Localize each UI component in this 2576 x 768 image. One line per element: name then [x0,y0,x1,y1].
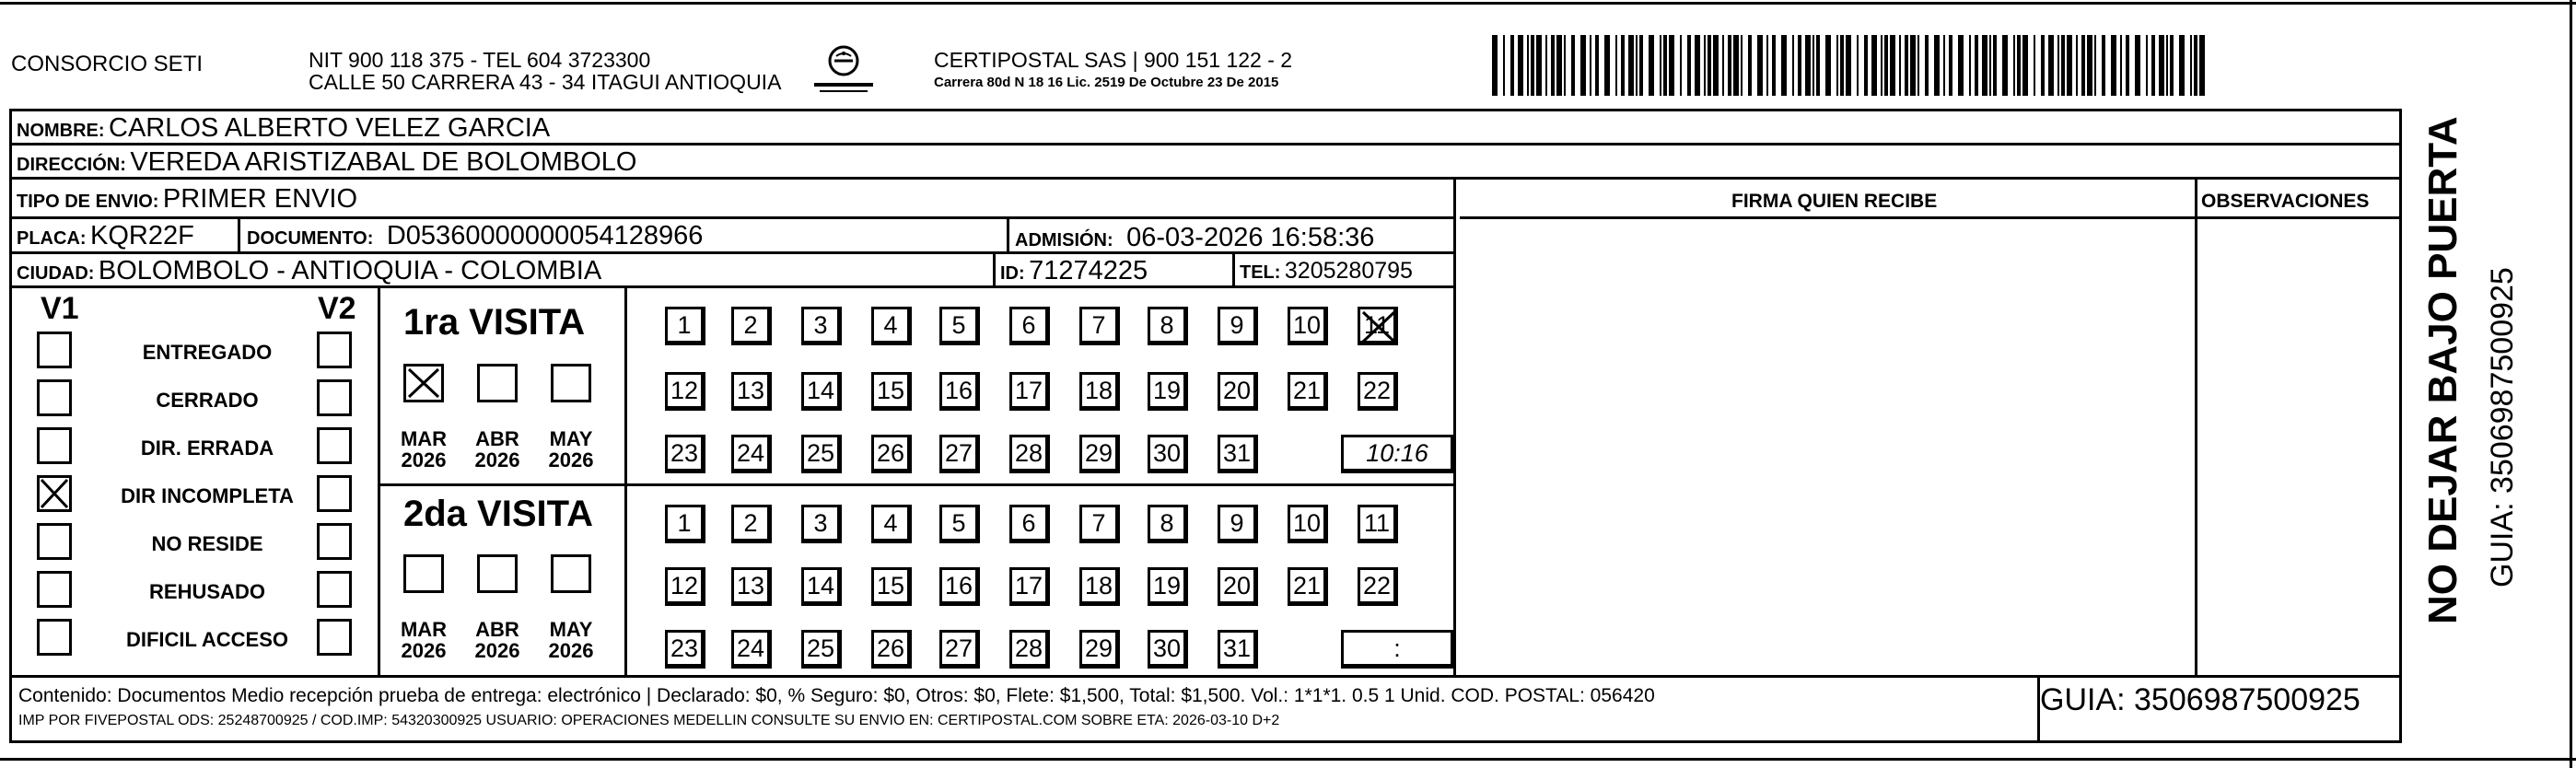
month-label [470,619,525,661]
barcode-bar [2067,35,2072,96]
barcode-bar [1564,35,1566,96]
barcode-bar [1669,35,1674,96]
barcode-bar [1958,35,1964,96]
time-box[interactable] [1341,435,1455,473]
barcode-bar [1545,35,1547,96]
footer-print-info: IMP POR FIVEPOSTAL ODS: 25248700925 / COD.IMP: 54320300925 USUARIO: OPERACIONES MEDELLIN CONSULTE SU ENVIO EN: CERTIPOSTAL.COM SOBRE ETA: 2026-03-10 D+2 [18,713,1280,728]
status-label: CERRADO [156,389,259,412]
barcode-bar [1615,35,1617,96]
tipo-label: TIPO DE ENVIO: [17,192,159,212]
barcode-bar [1813,35,1814,96]
day-box[interactable]: 16 [939,567,980,606]
status-label: DIR. ERRADA [140,436,274,460]
barcode-bar [1881,35,1882,96]
day-box[interactable]: 30 [1148,435,1188,473]
barcode-bar [1649,35,1654,96]
v1-checkbox[interactable] [37,619,72,656]
barcode-bar [1816,35,1820,96]
barcode-bar [2094,35,2096,96]
id-row [1000,258,1148,285]
day-box[interactable]: 31 [1218,630,1258,669]
tel-row [1240,260,1413,283]
barcode-bar [1757,35,1763,96]
v2-checkbox[interactable] [317,427,352,464]
day-box[interactable]: 26 [871,435,912,473]
day-box[interactable] [1358,307,1398,345]
barcode-bar [1510,35,1514,96]
v1-checkbox[interactable] [37,571,72,608]
v1-checkbox[interactable] [37,523,72,560]
day-box[interactable]: 23 [665,435,705,473]
v2-checkbox[interactable] [317,523,352,560]
day-box[interactable]: 6 [1009,505,1050,543]
barcode-bar [1628,35,1634,96]
day-box[interactable]: 10 [1288,505,1328,543]
nombre-value: CARLOS ALBERTO VELEZ GARCIA [109,113,551,143]
barcode-bar [2151,35,2155,96]
status-label: DIR INCOMPLETA [121,484,294,507]
status-label: ENTREGADO [142,341,273,364]
day-box[interactable]: 27 [939,435,980,473]
barcode-bar [1792,35,1794,96]
barcode-bar [1748,35,1752,96]
documento-label: DOCUMENTO: [247,228,374,249]
month-year: 2026 [474,448,520,472]
tipo-value: PRIMER ENVIO [162,184,358,214]
barcode-bar [2034,35,2035,96]
admision-label: ADMISIÓN: [1015,230,1113,250]
barcode-bar [1846,35,1851,96]
barcode-bar [2057,35,2059,96]
barcode-bar [1728,35,1731,96]
barcode-bar [1695,35,1700,96]
barcode-bar [2022,35,2028,96]
day-box[interactable]: 2 [731,505,772,543]
day-box[interactable]: 8 [1148,505,1188,543]
day-box[interactable]: 13 [731,567,772,606]
day-box[interactable]: 15 [871,372,912,411]
v2-checkbox[interactable] [317,571,352,608]
day-box[interactable]: 13 [731,372,772,411]
barcode-bar [1905,35,1908,96]
direccion-value: VEREDA ARISTIZABAL DE BOLOMBOLO [130,147,637,177]
barcode-bar [1805,35,1811,96]
day-box[interactable]: 21 [1288,372,1328,411]
id-value: 71274225 [1029,256,1148,285]
barcode-bar [1766,35,1768,96]
month-checkbox[interactable] [403,554,444,593]
day-box[interactable]: 3 [801,307,842,345]
barcode [1492,35,2220,96]
barcode-bar [1722,35,1724,96]
company-name: CONSORCIO SETI [11,52,204,76]
month-label [396,428,451,471]
day-box[interactable]: 31 [1218,435,1258,473]
day-box[interactable]: 24 [731,435,772,473]
side-guia: GUIA: 3506987500925 [2485,267,2520,588]
day-box[interactable]: 10 [1288,307,1328,345]
v2-checkbox[interactable] [317,332,352,368]
barcode-bar [1975,35,1978,96]
day-box[interactable]: 29 [1079,435,1120,473]
day-box[interactable]: 18 [1079,372,1120,411]
barcode-bar [1621,35,1625,96]
barcode-bar [1680,35,1682,96]
month-checkbox[interactable] [477,364,518,402]
direccion-label: DIRECCIÓN: [17,155,126,175]
admision-value: 06-03-2026 16:58:36 [1126,223,1375,252]
barcode-bar [2120,35,2122,96]
status-label: NO RESIDE [151,532,263,555]
month-name: ABR [475,427,519,450]
month-year: 2026 [548,448,594,472]
day-box[interactable]: 3 [801,505,842,543]
time-box[interactable] [1341,630,1455,669]
barcode-bar [1982,35,1987,96]
day-box[interactable]: 30 [1148,630,1188,669]
status-label: DIFICIL ACCESO [125,628,288,651]
day-box[interactable]: 9 [1218,307,1258,345]
barcode-bar [2017,35,2021,96]
barcode-bar [1551,35,1555,96]
barcode-bar [1857,35,1859,96]
day-box[interactable]: 24 [731,630,772,669]
barcode-bar [1639,35,1643,96]
barcode-bar [1934,35,1940,96]
day-box[interactable]: 20 [1218,372,1258,411]
barcode-bar [1580,35,1586,96]
guia-number: GUIA: 3506987500925 [2040,682,2360,717]
barcode-bar [1871,35,1877,96]
month-name: MAR [400,618,448,641]
direccion-row [17,149,636,176]
first-visit-title: 1ra VISITA [403,302,586,343]
barcode-bar [2159,35,2164,96]
barcode-bar [1571,35,1575,96]
barcode-bar [2076,35,2078,96]
barcode-bar [1531,35,1534,96]
company-address: CALLE 50 CARRERA 43 - 34 ITAGUI ANTIOQUIA [309,70,782,94]
barcode-bar [1556,35,1562,96]
day-box[interactable]: 20 [1218,567,1258,606]
barcode-bar [1518,35,1523,96]
v1-header: V1 [41,291,79,326]
tel-value: 3205280795 [1284,258,1413,284]
barcode-bar [1708,35,1711,96]
nombre-label: NOMBRE: [17,121,105,141]
barcode-bar [2102,35,2105,96]
documento-value: D05360000000054128966 [386,221,704,250]
day-box[interactable]: 4 [871,307,912,345]
day-number: 11 [1363,310,1391,339]
barcode-bar [2087,35,2092,96]
barcode-bar [1741,35,1743,96]
tel-label: TEL: [1240,262,1281,283]
form-frame [9,109,2402,743]
month-label [396,619,451,661]
month-label [543,428,599,471]
top-border [0,2,2576,5]
barcode-bar [1772,35,1776,96]
v1-checkbox[interactable] [37,427,72,464]
barcode-bar [1864,35,1868,96]
day-box[interactable]: 8 [1148,307,1188,345]
v2-checkbox[interactable] [317,379,352,416]
barcode-bar [1949,35,1952,96]
admision-row [1015,225,1374,251]
barcode-bar [1660,35,1661,96]
month-name: ABR [475,618,519,641]
bottom-border [0,758,2576,761]
barcode-bar [1527,35,1529,96]
certipostal-logo-icon [810,42,893,98]
month-name: MAR [400,427,448,450]
month-checkbox[interactable] [551,364,591,402]
barcode-bar [1899,35,1901,96]
barcode-bar [1503,35,1505,96]
day-box[interactable]: 18 [1079,567,1120,606]
barcode-bar [1925,35,1929,96]
barcode-bar [1884,35,1888,96]
day-box[interactable]: 1 [665,307,705,345]
day-box[interactable]: 15 [871,567,912,606]
ciudad-label: CIUDAD: [17,263,95,284]
barcode-bar [1989,35,1991,96]
barcode-bar [2170,35,2174,96]
second-visit-title: 2da VISITA [403,494,593,534]
placa-label: PLACA: [17,228,87,249]
day-box[interactable]: 2 [731,307,772,345]
side-notice: NO DEJAR BAJO PUERTA [2420,116,2465,624]
barcode-bar [1595,35,1599,96]
status-label: REHUSADO [149,580,265,603]
barcode-bar [2126,35,2129,96]
side-panel [2404,109,2570,743]
month-year: 2026 [401,448,447,472]
ciudad-value: BOLOMBOLO - ANTIOQUIA - COLOMBIA [98,256,602,285]
barcode-bar [2190,35,2192,96]
barcode-bar [2002,35,2008,96]
v1-checkbox[interactable] [37,475,72,512]
first-visit-time: 10:16 [1366,438,1428,467]
barcode-bar [1917,35,1919,96]
nombre-row [17,115,550,142]
day-box[interactable]: 11 [1358,505,1398,543]
day-box[interactable]: 17 [1009,372,1050,411]
barcode-bar [2199,35,2205,96]
month-checkbox[interactable] [551,554,591,593]
month-year: 2026 [548,639,594,663]
day-box[interactable]: 28 [1009,630,1050,669]
barcode-bar [1590,35,1591,96]
day-box[interactable]: 28 [1009,435,1050,473]
month-checkbox[interactable] [477,554,518,593]
day-box[interactable]: 25 [801,630,842,669]
barcode-bar [1993,35,1997,96]
month-checkbox[interactable] [403,364,444,402]
month-label [543,619,599,661]
barcode-bar [1825,35,1831,96]
barcode-bar [1840,35,1844,96]
barcode-bar [1969,35,1971,96]
second-visit-time: : [1393,634,1401,662]
v2-header: V2 [318,291,356,326]
month-year: 2026 [401,639,447,663]
v2-checkbox[interactable] [317,475,352,512]
barcode-bar [2146,35,2148,96]
day-box[interactable]: 21 [1288,567,1328,606]
barcode-bar [2194,35,2197,96]
v1-checkbox[interactable] [37,332,72,368]
day-box[interactable]: 9 [1218,505,1258,543]
barcode-bar [1687,35,1691,96]
day-box[interactable]: 14 [801,567,842,606]
ciudad-row [17,258,601,285]
day-box[interactable]: 1 [665,505,705,543]
barcode-bar [2166,35,2168,96]
tipo-row [17,186,357,213]
v2-checkbox[interactable] [317,619,352,656]
day-box[interactable]: 29 [1079,630,1120,669]
day-box[interactable]: 22 [1358,567,1398,606]
barcode-bar [1781,35,1787,96]
day-box[interactable]: 26 [871,630,912,669]
day-box[interactable]: 5 [939,505,980,543]
barcode-bar [1492,35,1498,96]
day-box[interactable]: 27 [939,630,980,669]
barcode-bar [1733,35,1739,96]
placa-value: KQR22F [90,221,194,250]
company-nit-tel: NIT 900 118 375 - TEL 604 3723300 [309,48,651,72]
v1-checkbox[interactable] [37,379,72,416]
day-box[interactable]: 12 [665,567,705,606]
courier-license: Carrera 80d N 18 16 Lic. 2519 De Octubre 23 De 2015 [934,75,1279,90]
day-box[interactable]: 6 [1009,307,1050,345]
right-border [2570,0,2572,768]
month-year: 2026 [474,639,520,663]
barcode-bar [2179,35,2185,96]
barcode-bar [1636,35,1638,96]
day-box[interactable]: 23 [665,630,705,669]
barcode-bar [1713,35,1719,96]
barcode-bar [1836,35,1838,96]
day-box[interactable]: 17 [1009,567,1050,606]
barcode-bar [2048,35,2054,96]
barcode-bar [1890,35,1895,96]
documento-row [247,223,703,250]
barcode-bar [1704,35,1706,96]
day-box[interactable]: 14 [801,372,842,411]
day-box[interactable]: 25 [801,435,842,473]
day-box[interactable]: 4 [871,505,912,543]
day-box[interactable]: 22 [1358,372,1398,411]
month-name: MAY [549,618,593,641]
barcode-bar [2111,35,2116,96]
barcode-bar [1663,35,1667,96]
day-box[interactable]: 19 [1148,372,1188,411]
barcode-bar [1604,35,1610,96]
barcode-bar [2061,35,2065,96]
barcode-bar [1910,35,1916,96]
barcode-bar [2081,35,2085,96]
day-box[interactable]: 5 [939,307,980,345]
footer-content: Contenido: Documentos Medio recepción prueba de entrega: electrónico | Declarado: $0, % Seguro: $0, Otros: $0, Flete: $1,500, Total: $1,500. Vol.: 1*1*1. 0.5 1 Unid. COD. POSTAL: 056420 [18,685,1655,706]
day-box[interactable]: 19 [1148,567,1188,606]
barcode-bar [2041,35,2045,96]
day-box[interactable]: 16 [939,372,980,411]
courier-name: CERTIPOSTAL SAS | 900 151 122 - 2 [934,48,1293,72]
observaciones-header: OBSERVACIONES [2201,191,2370,212]
month-name: MAY [549,427,593,450]
day-box[interactable]: 7 [1079,307,1120,345]
barcode-bar [1798,35,1801,96]
barcode-bar [2013,35,2015,96]
firma-header: FIRMA QUIEN RECIBE [1731,191,1938,212]
id-label: ID: [1000,263,1025,284]
month-label [470,428,525,471]
barcode-bar [1536,35,1542,96]
barcode-bar [1943,35,1945,96]
day-box[interactable]: 12 [665,372,705,411]
barcode-bar [2135,35,2140,96]
day-box[interactable]: 7 [1079,505,1120,543]
placa-row [17,223,194,250]
